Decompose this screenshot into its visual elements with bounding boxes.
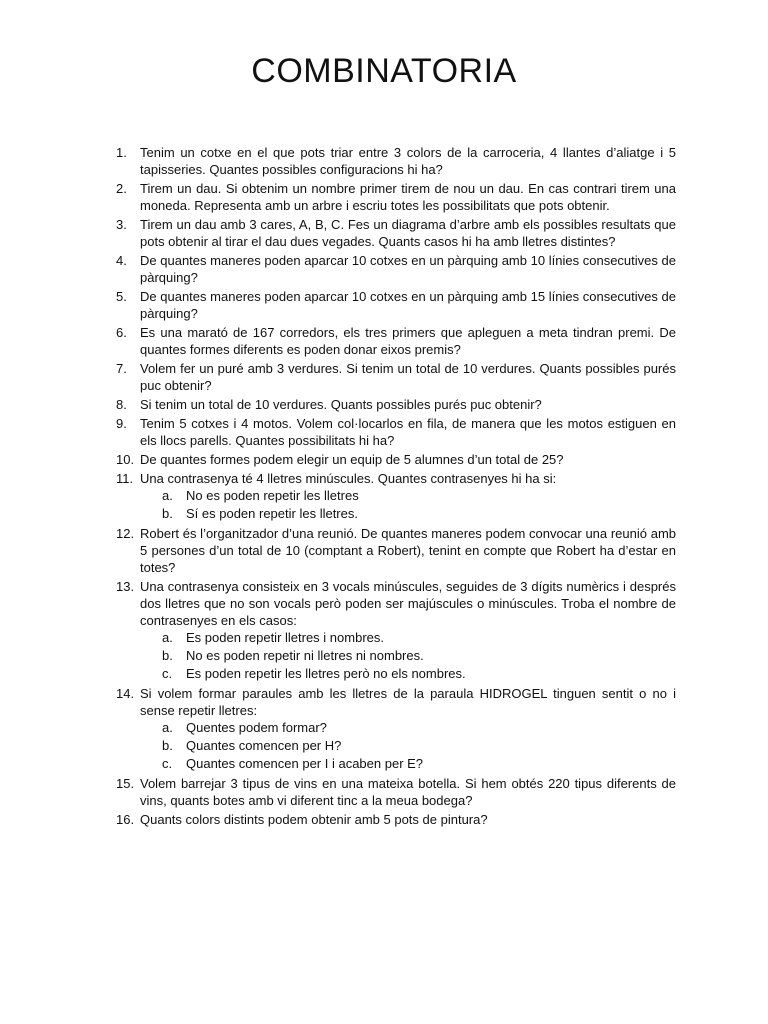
- exercise-number: 7.: [116, 361, 127, 376]
- sub-question-letter: b.: [162, 506, 173, 521]
- sub-question-text: Quantes comencen per I i acaben per E?: [186, 756, 424, 771]
- sub-question: [0, 665, 768, 683]
- exercise-item: [0, 252, 768, 286]
- sub-question-text: Es poden repetir lletres i nombres.: [186, 630, 384, 645]
- sub-question: [0, 755, 768, 773]
- exercise-number: 14.: [116, 686, 135, 701]
- exercise-item: [0, 578, 768, 683]
- exercise-number: 11.: [116, 471, 134, 486]
- exercise-item: [0, 415, 768, 449]
- exercise-text: Tirem un dau amb 3 cares, A, B, C. Fes un diagrama d’arbre amb els possibles resultats que pots obtenir al tirar el dau dues vegades. Quants casos hi ha amb lletres distintes?: [140, 217, 676, 249]
- sub-question-text: No es poden repetir ni lletres ni nombres.: [186, 648, 424, 663]
- sub-question-text: Es poden repetir les lletres però no els nombres.: [186, 666, 466, 681]
- exercise-text: Robert és l’organitzador d’una reunió. De quantes maneres podem convocar una reunió amb 5 persones d’un total de 10 (comptant a Robert), tenint en compte que Robert ha d’estar en totes?: [140, 526, 676, 575]
- sub-question: [0, 719, 768, 737]
- exercise-item: [0, 811, 768, 828]
- page-title: COMBINATORIA: [251, 52, 517, 90]
- exercise-number: 8.: [116, 397, 127, 412]
- exercise-number: 9.: [116, 416, 127, 431]
- exercise-item: [0, 324, 768, 358]
- sub-question-letter: b.: [162, 648, 173, 663]
- sub-question-text: Quentes podem formar?: [186, 720, 327, 735]
- sub-question: [0, 487, 768, 505]
- exercise-text: Es una marató de 167 corredors, els tres primers que apleguen a meta tindran premi. De quantes formes diferents es poden donar eixos premis?: [140, 325, 676, 357]
- exercise-item: [0, 775, 768, 809]
- sub-question-list: [0, 487, 768, 523]
- exercise-number: 5.: [116, 289, 127, 304]
- exercise-item: [0, 525, 768, 576]
- exercise-item: [0, 144, 768, 178]
- sub-question: [0, 505, 768, 523]
- sub-question: [0, 647, 768, 665]
- exercise-item: [0, 216, 768, 250]
- exercise-text: Volem barrejar 3 tipus de vins en una mateixa botella. Si hem obtés 220 tipus diferents de vins, quants botes amb vi diferent tinc a la meua bodega?: [140, 776, 676, 808]
- exercise-text: Si tenim un total de 10 verdures. Quants possibles purés puc obtenir?: [140, 397, 542, 412]
- exercise-item: [0, 685, 768, 773]
- exercise-list: [0, 144, 768, 830]
- sub-question-text: Quantes comencen per H?: [186, 738, 342, 753]
- exercise-number: 6.: [116, 325, 127, 340]
- sub-question-letter: a.: [162, 488, 173, 503]
- exercise-text: Tirem un dau. Si obtenim un nombre primer tirem de nou un dau. En cas contrari tirem una moneda. Representa amb un arbre i escriu totes les possibilitats que pots obtenir.: [140, 181, 676, 213]
- exercise-text: Tenim 5 cotxes i 4 motos. Volem col·locarlos en fila, de manera que les motos estiguen en els llocs parells. Quantes possibilitats hi ha?: [140, 416, 676, 448]
- exercise-number: 2.: [116, 181, 127, 196]
- sub-question-list: [0, 719, 768, 773]
- sub-question-letter: c.: [162, 666, 173, 681]
- exercise-number: 12.: [116, 526, 135, 541]
- exercise-text: Una contrasenya consisteix en 3 vocals minúscules, seguides de 3 dígits numèrics i després dos lletres que no son vocals però poden ser majúscules o minúscules. Troba el nombre de contrasenyes en els casos:: [140, 579, 676, 628]
- exercise-text: Volem fer un puré amb 3 verdures. Si tenim un total de 10 verdures. Quants possibles purés puc obtenir?: [140, 361, 676, 393]
- exercise-text: De quantes formes podem elegir un equip de 5 alumnes d’un total de 25?: [140, 452, 564, 467]
- sub-question-letter: a.: [162, 720, 173, 735]
- exercise-item: [0, 180, 768, 214]
- exercise-text: Si volem formar paraules amb les lletres de la paraula HIDROGEL tinguen sentit o no i sense repetir lletres:: [140, 686, 676, 718]
- sub-question-list: [0, 629, 768, 683]
- exercise-number: 15.: [116, 776, 135, 791]
- exercise-item: [0, 396, 768, 413]
- sub-question: [0, 629, 768, 647]
- exercise-text: Quants colors distints podem obtenir amb 5 pots de pintura?: [140, 812, 488, 827]
- exercise-text: De quantes maneres poden aparcar 10 cotxes en un pàrquing amb 10 línies consecutives de pàrquing?: [140, 253, 676, 285]
- exercise-item: [0, 451, 768, 468]
- exercise-text: Tenim un cotxe en el que pots triar entre 3 colors de la carroceria, 4 llantes d’aliatge i 5 tapisseries. Quantes possibles configuracions hi ha?: [140, 145, 676, 177]
- exercise-number: 4.: [116, 253, 127, 268]
- exercise-item: [0, 470, 768, 523]
- sub-question-text: Sí es poden repetir les lletres.: [186, 506, 358, 521]
- sub-question-letter: b.: [162, 738, 173, 753]
- sub-question-text: No es poden repetir les lletres: [186, 488, 359, 503]
- exercise-number: 16.: [116, 812, 135, 827]
- exercise-text: De quantes maneres poden aparcar 10 cotxes en un pàrquing amb 15 línies consecutives de pàrquing?: [140, 289, 676, 321]
- exercise-number: 1.: [116, 145, 127, 160]
- sub-question-letter: a.: [162, 630, 173, 645]
- exercise-number: 10.: [116, 452, 135, 467]
- exercise-number: 13.: [116, 579, 135, 594]
- exercise-text: Una contrasenya té 4 lletres minúscules. Quantes contrasenyes hi ha si:: [140, 471, 557, 486]
- sub-question-letter: c.: [162, 756, 173, 771]
- exercise-item: [0, 360, 768, 394]
- sub-question: [0, 737, 768, 755]
- exercise-number: 3.: [116, 217, 127, 232]
- exercise-item: [0, 288, 768, 322]
